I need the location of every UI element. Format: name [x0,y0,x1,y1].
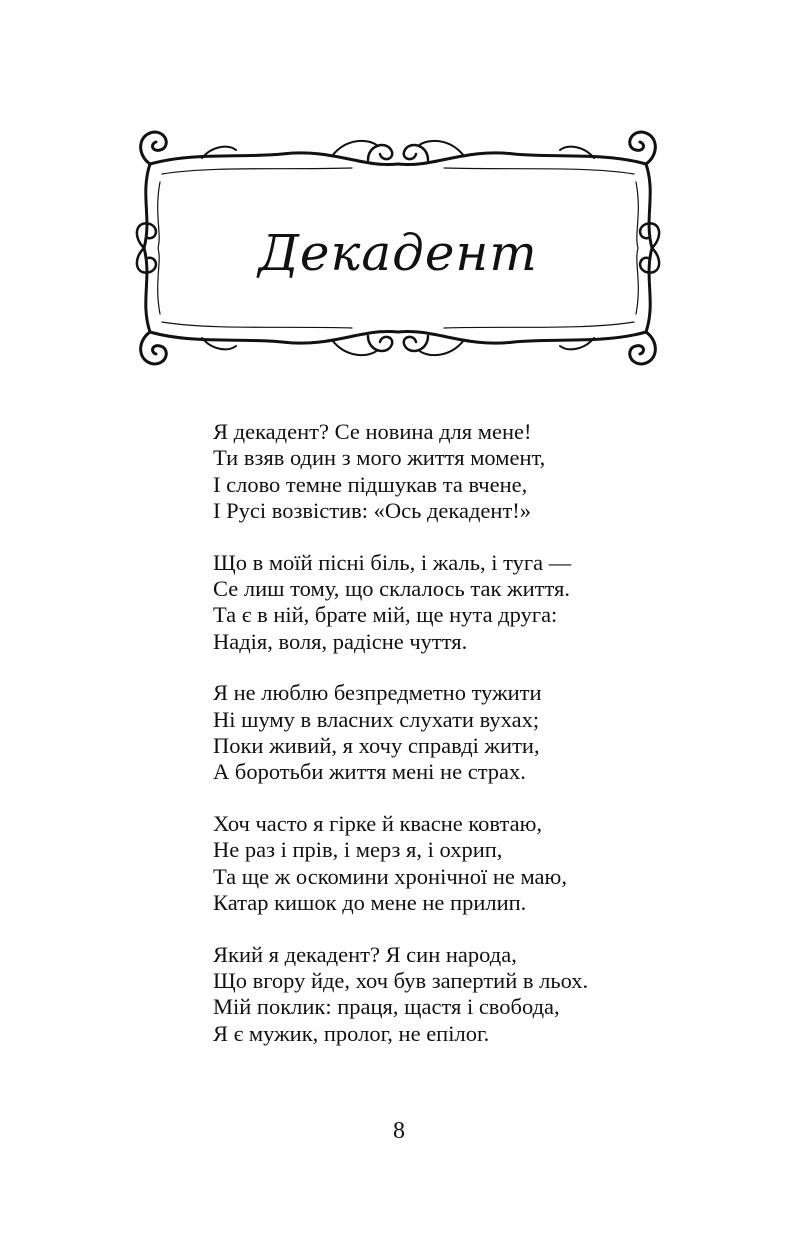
poem-line: Та ще ж оскомини хронічної не маю, [213,863,567,889]
poem-line: Поки живий, я хочу справді жити, [213,732,540,758]
poem-line: Я є мужик, пролог, не епілог. [213,1020,490,1046]
poem-line: І слово темне підшукав та вчене, [213,471,528,497]
poem-line: Я не люблю безпредметно тужити [213,680,542,706]
poem-line: Катар кишок до мене не прилип. [213,889,527,915]
poem-line: Який я декадент? Я син народа, [213,941,517,967]
poem-body [213,419,733,1072]
poem-line: Ні шуму в власних слухати вухах; [213,706,540,732]
poem-line: Що вгору йде, хоч був запертий в льох. [213,968,589,994]
poem-line: Надія, воля, радісне чуття. [213,628,468,654]
poem-title: Декадент [258,224,538,282]
poem-line: Що в моїй пісні біль, і жаль, і туга — [213,549,572,575]
stanza [213,550,733,655]
poem-line: Мій поклик: праця, щастя і свобода, [213,994,560,1020]
poem-line: А боротьби життя мені не страх. [213,759,526,785]
poem-line: І Русі возвістив: «Ось декадент!» [213,497,532,523]
stanza [213,942,733,1047]
poem-line: Хоч часто я гірке й квасне ковтаю, [213,811,543,837]
page-number: 8 [393,1118,405,1144]
poem-line: Ти взяв один з мого життя момент, [213,445,546,471]
poem-line: Се лиш тому, що склалось так життя. [213,575,570,601]
poem-line: Та є в ній, брате мій, ще нута друга: [213,602,558,628]
poem-line: Не раз і прів, і мерз я, і охрип, [213,837,503,863]
stanza [213,419,733,524]
stanza [213,811,733,916]
stanza [213,680,733,785]
poem-line: Я декадент? Се новина для мене! [213,419,532,444]
